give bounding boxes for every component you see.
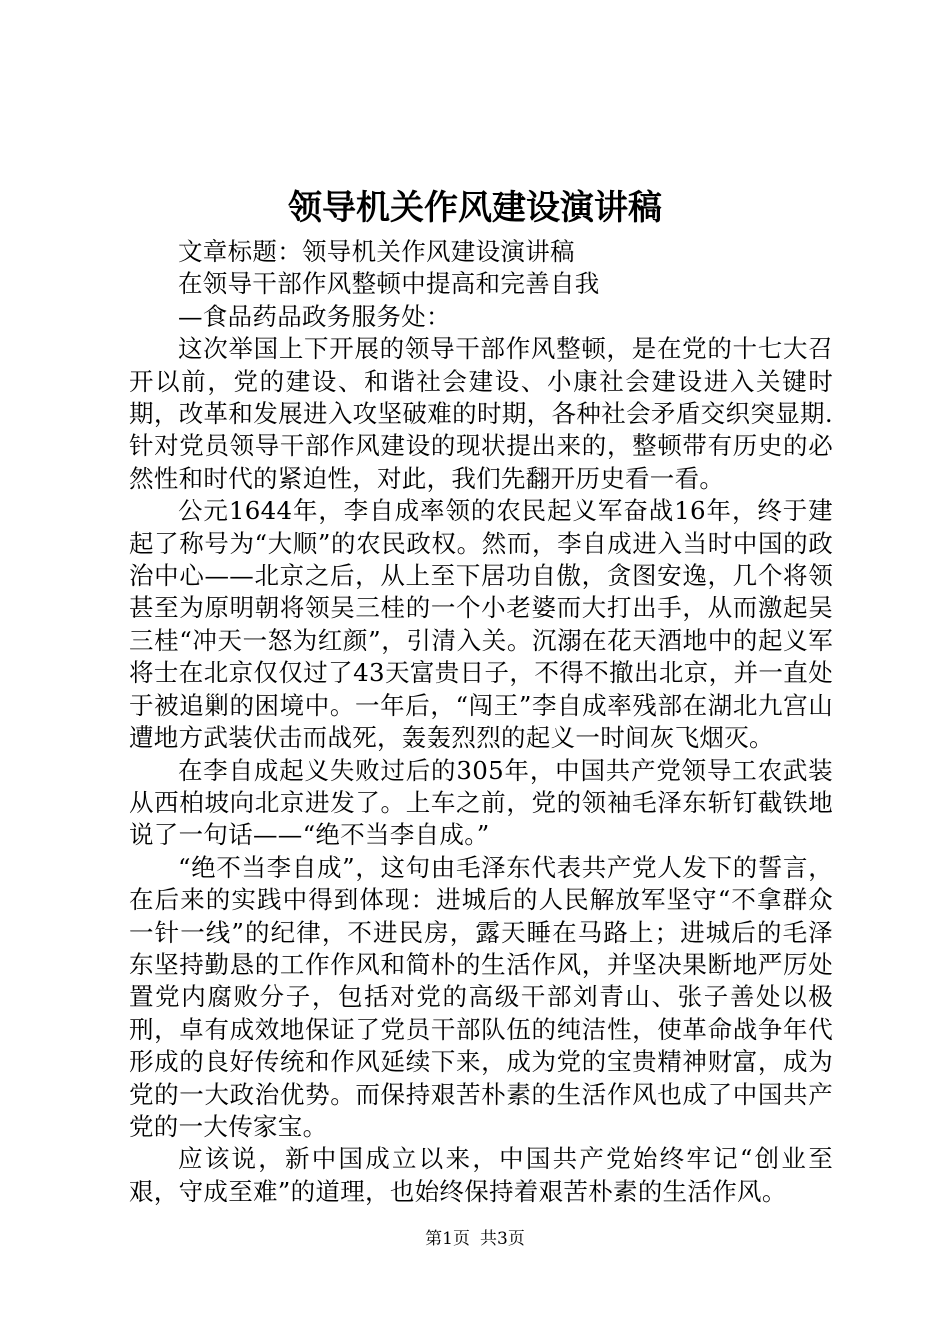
- page-footer: [0, 1228, 950, 1250]
- paragraph-intro: 这次举国上下开展的领导干部作风整顿，是在党的十七大召开以前，党的建设、和谐社会建设、小康社会建设进入关键时期，改革和发展进入攻坚破难的时期，各种社会矛盾交织突显期.针对党员领导干部作风建设的现状提出来的，整顿带有历史的必然性和时代的紧迫性，对此，我们先翻开历史看一看。: [129, 334, 833, 493]
- paragraph-xibaipo: 在李自成起义失败过后的305年，中国共产党领导工农武装从西柏坡向北京进发了。上车之前，党的领袖毛泽东斩钉截铁地说了一句话——“绝不当李自成。”: [129, 755, 833, 850]
- document-body: [129, 236, 833, 1208]
- paragraph-department: —食品药品政务服务处：: [178, 301, 451, 331]
- paragraph-oath: “绝不当李自成”，这句由毛泽东代表共产党人发下的誓言，在后来的实践中得到体现：进城后的人民解放军坚守“不拿群众一针一线”的纪律，不进民房，露天睡在马路上；进城后的毛泽东坚持勤恳的工作作风和简朴的生活作风，并坚决果断地严厉处置党内腐败分子，包括对党的高级干部刘青山、张子善处以极刑，卓有成效地保证了党员干部队伍的纯洁性，使革命战争年代形成的良好传统和作风延续下来，成为党的宝贵精神财富，成为党的一大政治优势。而保持艰苦朴素的生活作风也成了中国共产党的一大传家宝。: [129, 852, 833, 1141]
- paragraph-conclusion: 应该说，新中国成立以来，中国共产党始终牢记“创业至艰，守成至难”的道理，也始终保持着艰苦朴素的生活作风。: [129, 1144, 833, 1206]
- paragraph-subtitle: 在领导干部作风整顿中提高和完善自我: [178, 269, 600, 299]
- paragraph-article-title: 文章标题：领导机关作风建设演讲稿: [178, 237, 575, 266]
- page-number: 第1页: [425, 1229, 470, 1249]
- paragraph-li-zicheng: 公元1644年，李自成率领的农民起义军奋战16年，终于建起了称号为“大顺”的农民政权。然而，李自成进入当时中国的政治中心——北京之后，从上至下居功自傲，贪图安逸，几个将领甚至为原明朝将领吴三桂的一个小老婆而大打出手，从而激起吴三桂“冲天一怒为红颜”，引清入关。沉溺在花天酒地中的起义军将士在北京仅仅过了43天富贵日子，不得不撤出北京，并一直处于被追剿的困境中。一年后，“闯王”李自成率残部在湖北九宫山遭地方武装伏击而战死，轰轰烈烈的起义一时间灰飞烟灭。: [129, 496, 833, 753]
- document-title: 领导机关作风建设演讲稿: [288, 188, 662, 228]
- page-total: 共3页: [480, 1229, 525, 1249]
